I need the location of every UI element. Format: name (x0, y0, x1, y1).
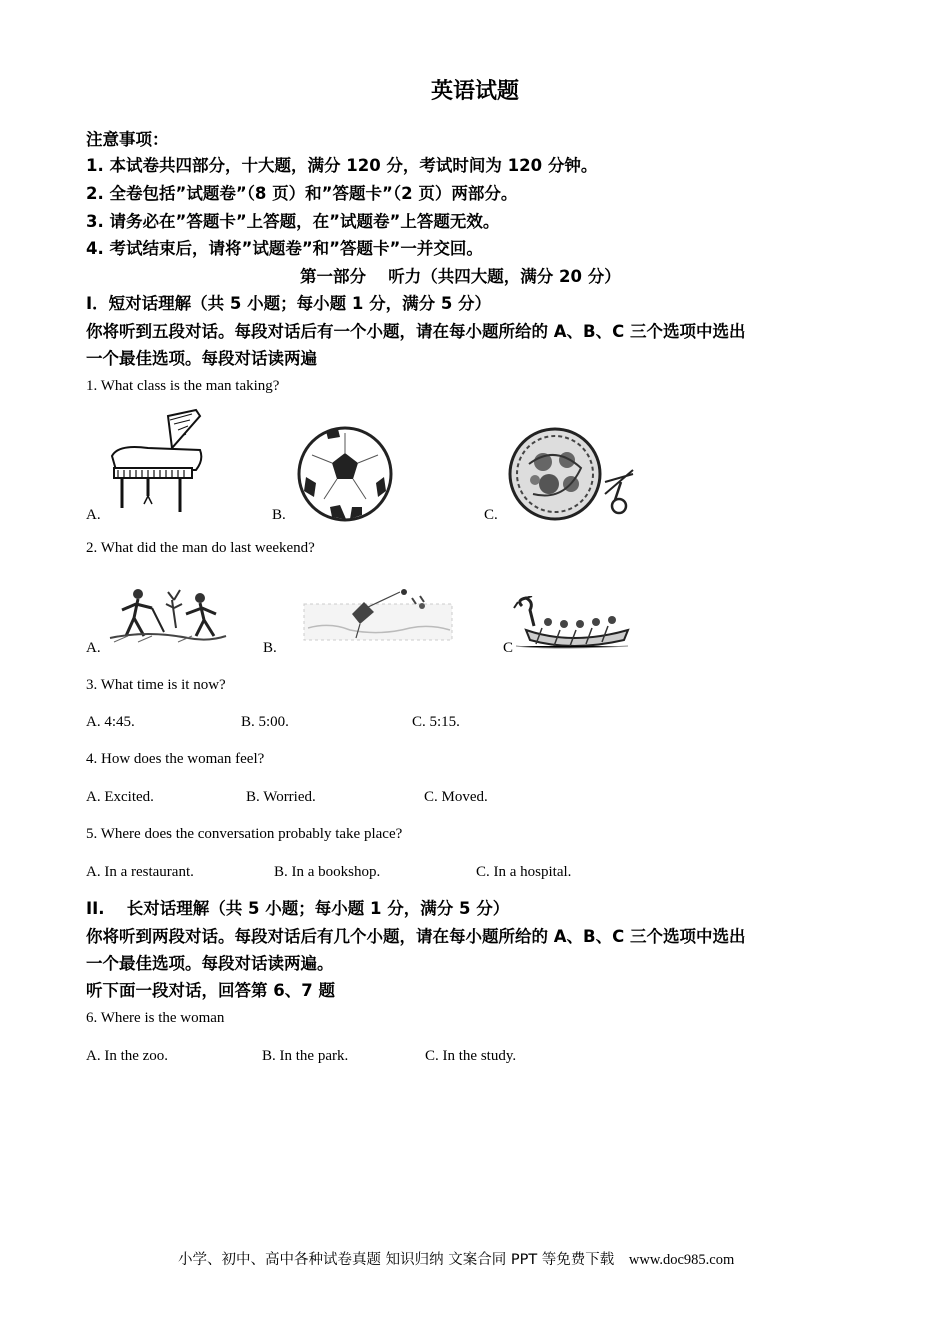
option-a: A. Excited. (86, 789, 154, 805)
notice-heading: 注意事项： (86, 130, 169, 149)
question-3: 3. What time is it now? (86, 677, 226, 693)
part1-heading: 第一部分 听力（共四大题，满分 20 分） (300, 267, 621, 286)
notice-item: 1. 本试卷共四部分，十大题，满分 120 分，考试时间为 120 分钟。 (86, 156, 598, 175)
option-a: A. (86, 640, 101, 656)
question-6: 6. Where is the woman (86, 1010, 225, 1026)
footer (178, 1248, 734, 1269)
planting-trees-icon (108, 584, 228, 646)
option-a: A. In the zoo. (86, 1048, 169, 1064)
footer-link[interactable]: www.doc985.com (628, 1252, 735, 1268)
option-c: C. In a hospital. (476, 864, 572, 880)
question-4: 4. How does the woman feel? (86, 751, 265, 767)
option-c: C. 5:15. (412, 714, 460, 730)
dragon-boat-icon (512, 596, 632, 652)
option-b: B. Worried. (246, 789, 316, 805)
flying-kite-icon (300, 584, 456, 644)
section1-instruction: 你将听到五段对话。每段对话后有一个小题，请在每小题所给的 A、B、C 三个选项中选出 (86, 322, 746, 341)
notice-item: 4. 考试结束后，请将”试题卷”和”答题卡”一并交回。 (86, 239, 483, 258)
option-c: C (503, 640, 514, 656)
paper-cutting-icon (505, 424, 643, 524)
section1-heading: Ⅰ．短对话理解（共 5 小题；每小题 1 分，满分 5 分） (86, 294, 492, 313)
option-a: A. (86, 507, 101, 523)
notice-item: 2. 全卷包括”试题卷”（8 页）和”答题卡”（2 页）两部分。 (86, 184, 518, 203)
footer-text: 小学、初中、高中各种试卷真题 知识归纳 文案合同 PPT 等免费下载 (178, 1252, 615, 1268)
option-b: B. (272, 507, 286, 523)
section2-heading: II. 长对话理解（共 5 小题；每小题 1 分，满分 5 分） (86, 899, 510, 918)
question-5: 5. Where does the conversation probably take place? (86, 826, 403, 842)
section2-instruction: 一个最佳选项。每段对话读两遍。 (86, 954, 334, 973)
option-c: C. In the study. (425, 1048, 517, 1064)
question-2: 2. What did the man do last weekend? (86, 540, 315, 556)
soccer-ball-icon (296, 425, 394, 523)
page-title: 英语试题 (430, 79, 519, 104)
question-1: 1. What class is the man taking? (86, 378, 280, 394)
option-b: B. 5:00. (241, 714, 289, 730)
section2-instruction: 你将听到两段对话。每段对话后有几个小题，请在每小题所给的 A、B、C 三个选项中选出 (86, 927, 746, 946)
section2-sub-instruction: 听下面一段对话，回答第 6、7 题 (86, 981, 335, 1000)
option-b: B. (263, 640, 277, 656)
option-b: B. In a bookshop. (274, 864, 381, 880)
option-c: C. Moved. (424, 789, 488, 805)
piano-icon (108, 408, 208, 516)
option-a: A. In a restaurant. (86, 864, 194, 880)
option-c: C. (484, 507, 498, 523)
option-b: B. In the park. (262, 1048, 349, 1064)
option-a: A. 4:45. (86, 714, 135, 730)
notice-item: 3. 请务必在”答题卡”上答题，在”试题卷”上答题无效。 (86, 212, 500, 231)
section1-instruction: 一个最佳选项。每段对话读两遍 (86, 349, 317, 368)
